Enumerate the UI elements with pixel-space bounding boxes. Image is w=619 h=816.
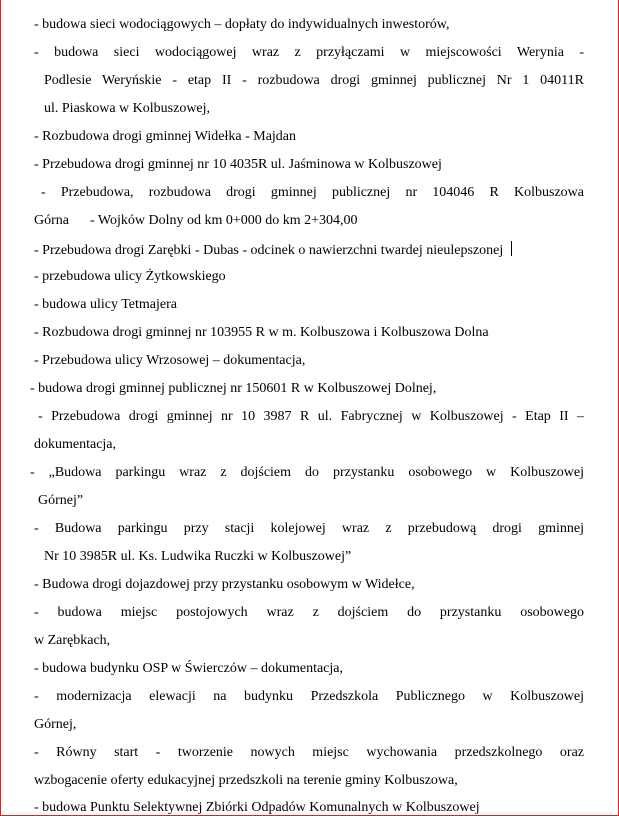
text-line-with-cursor — [34, 241, 512, 259]
text-line: - Równy start - tworzenie nowych miejsc wychowania przedszkolnego oraz — [34, 745, 584, 760]
text-line: - Przebudowa drogi gminnej nr 10 3987 R ul. Fabrycznej w Kolbuszowej - Etap II – — [38, 409, 584, 424]
text-line: - Budowa parkingu przy stacji kolejowej wraz z przebudową drogi gminnej — [34, 521, 584, 536]
text-line: - budowa Punktu Selektywnej Zbiórki Odpadów Komunalnych w Kolbuszowej — [34, 800, 480, 815]
text-line: - Rozbudowa drogi gminnej Widełka - Majdan — [34, 129, 297, 144]
text-line: - „Budowa parkingu wraz z dojściem do przystanku osobowego w Kolbuszowej — [30, 465, 584, 480]
text-line: ul. Piaskowa w Kolbuszowej, — [44, 101, 211, 116]
text-line: - budowa sieci wodociągowych – dopłaty do indywidualnych inwestorów, — [34, 17, 450, 32]
text-line: Górnej” — [38, 493, 84, 508]
text-line: Górnej, — [34, 717, 77, 732]
text-line: wzbogacenie oferty edukacyjnej przedszkoli na terenie gminy Kolbuszowa, — [34, 773, 458, 788]
text-line: Nr 10 3985R ul. Ks. Ludwika Ruczki w Kolbuszowej” — [44, 549, 352, 564]
text-line: - budowa drogi gminnej publicznej nr 150601 R w Kolbuszowej Dolnej, — [30, 381, 437, 396]
text-line: - przebudowa ulicy Żytkowskiego — [34, 269, 226, 284]
text-line: - budowa miejsc postojowych wraz z dojściem do przystanku osobowego — [34, 605, 584, 620]
text-line: dokumentacja, — [34, 437, 117, 452]
text-line: - Przebudowa, rozbudowa drogi gminnej publicznej nr 104046 R Kolbuszowa — [41, 185, 584, 200]
text-line: - budowa sieci wodociągowej wraz z przyłączami w miejscowości Werynia - — [34, 45, 584, 60]
text-cursor — [511, 241, 512, 256]
text-line: - Przebudowa ulicy Wrzosowej – dokumentacja, — [34, 353, 306, 368]
text-line: - budowa budynku OSP w Świerczów – dokumentacja, — [34, 661, 343, 676]
text-line: Podlesie Weryńskie - etap II - rozbudowa drogi gminnej publicznej Nr 1 04011R — [44, 73, 584, 88]
text-line: - Budowa drogi dojazdowej przy przystanku osobowym w Widełce, — [34, 577, 415, 592]
text-line: - Przebudowa drogi gminnej nr 10 4035R ul. Jaśminowa w Kolbuszowej — [34, 157, 442, 172]
text-line: - budowa ulicy Tetmajera — [34, 297, 177, 312]
text-line: w Zarębkach, — [34, 633, 111, 648]
text-line: - Rozbudowa drogi gminnej nr 103955 R w m. Kolbuszowa i Kolbuszowa Dolna — [34, 325, 489, 340]
text-line: - Przebudowa drogi Zarębki - Dubas - odcinek o nawierzchni twardej nieulepszonej — [34, 243, 504, 258]
text-line: Górna - Wojków Dolny od km 0+000 do km 2+304,00 — [34, 213, 358, 228]
text-line: - modernizacja elewacji na budynku Przedszkola Publicznego w Kolbuszowej — [34, 689, 584, 704]
